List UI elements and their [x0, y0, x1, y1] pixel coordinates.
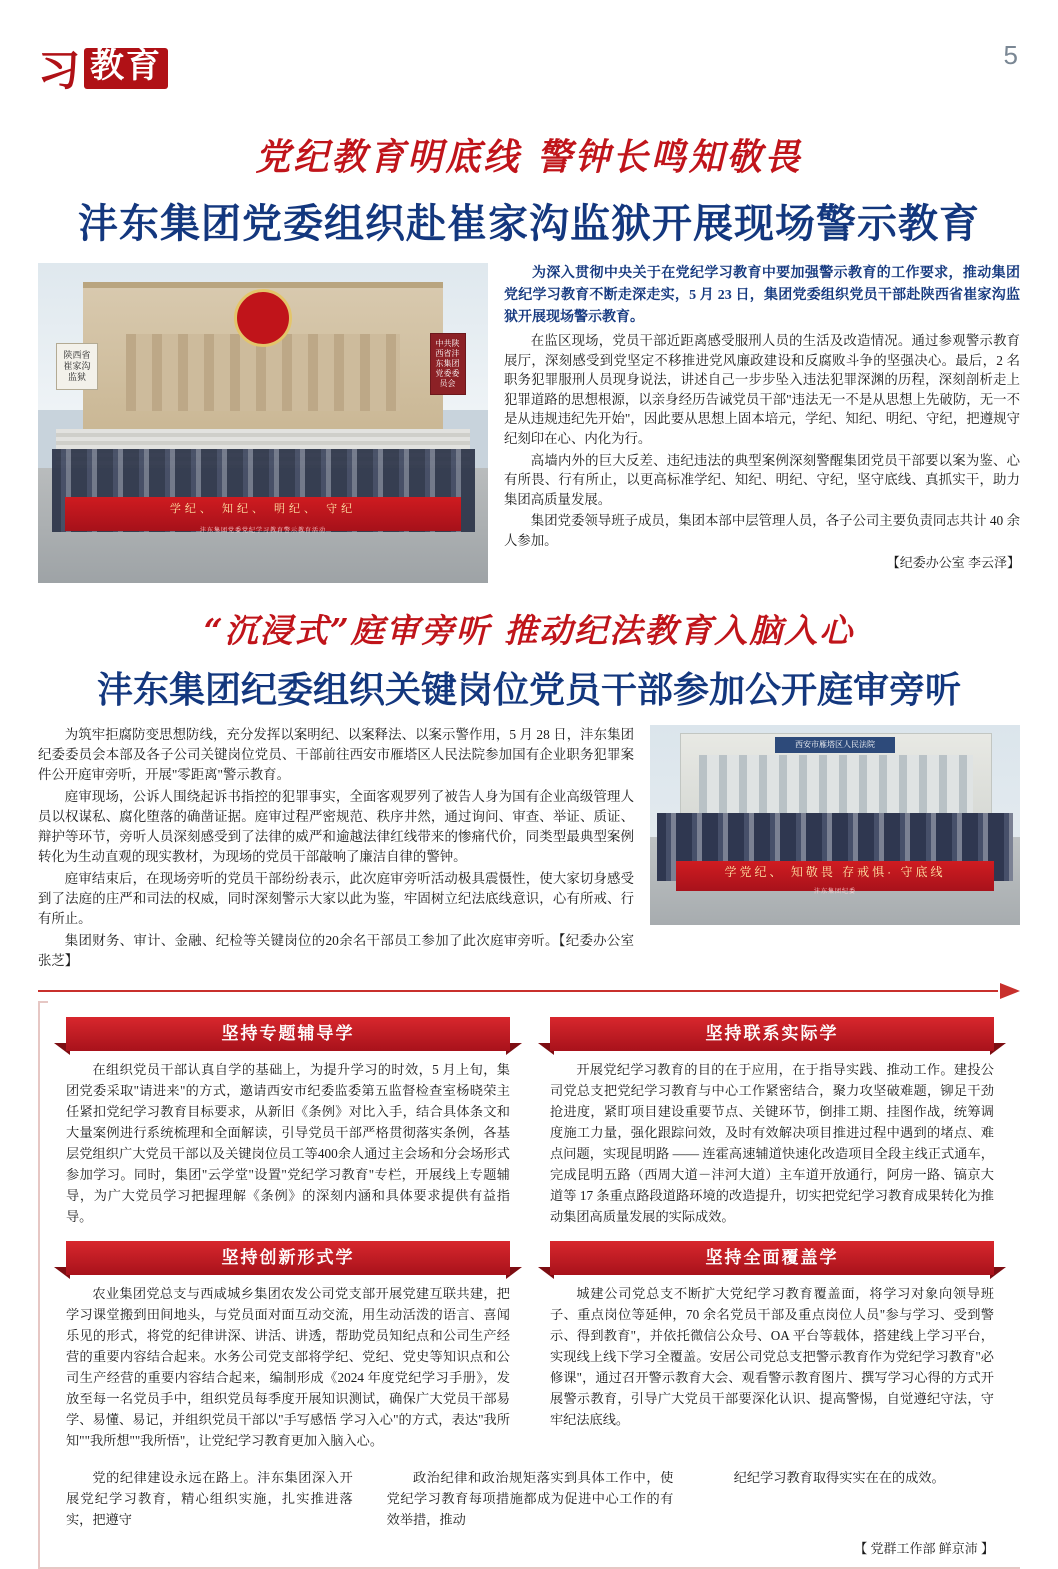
separator-arrow-icon: [1000, 983, 1020, 999]
national-emblem-icon: [234, 289, 292, 347]
box-heading: [66, 1017, 510, 1051]
box-paragraph: 城建公司党总支不断扩大党纪学习教育覆盖面，将学习对象向领导班子、重点岗位等延伸，70 余名党员干部及重点岗位人员"参与学习、受到警示、得到教育"，并依托微信公众号、OA 平台等载体，搭建线上学习平台，实现线上线下学习全覆盖。安居公司党总支把警示教育作为党纪学习教育"必修课"，通过召开警示教育大会、观看警示教育图片、撰写学习心得的方式开展警示教育，引导广大党员干部要深化认识、提高警惕，自觉遵纪守法，守牢纪法底线。: [550, 1286, 994, 1427]
box-paragraph: 农业集团党总支与西咸城乡集团农发公司党支部开展党建互联共建，把学习课堂搬到田间地头，与党员面对面互动交流，用生动活泼的语言、喜闻乐见的形式，将党的纪律讲深、讲活、讲透，帮助党员知纪点和公司生产经营的重要内容结合起来。水务公司党支部将学纪、党纪、党史等知识点和公司生产经营的重要内容结合起来，编制形成《2024 年度党纪学习手册》，发放至每一名党员手中，组织党员每季度开展知识测试，确保广大党员干部易学、易懂、易记，并组织党员干部以"手写感悟 学习入心"的方式，表达"我所知""我所想""我所悟"，让党纪学习教育更加入脑入心。: [66, 1286, 510, 1448]
box-paragraph: 在组织党员干部认真自学的基础上，为提升学习的时效，5 月上旬，集团党委采取"请进来"的方式，邀请西安市纪委监委第五监督检查室杨晓荣主任紧扣党纪学习教育目标要求，从新旧《条例》对比入手，结合具体条文和大量案例进行系统梳理和全面解读，引导党员干部严格贯彻落实条例，各基层党组织广大党员干部以及关键岗位员工等400余人通过主会场和分会场形式参加学习。同时，集团"云学堂"设置"党纪学习教育"专栏，开展线上专题辅导，为广大党员学习把握理解《条例》的深刻内涵和具体要求提供有益指导。: [66, 1062, 510, 1224]
article2-paragraph: 为筑牢拒腐防变思想防线，充分发挥以案明纪、以案释法、以案示警作用，5 月 28 日，沣东集团纪委委员会本部及各子公司关键岗位党员、干部前往西安市雁塔区人民法院参加国有企业职务犯罪案件公开庭审旁听，开展"零距离"警示教育。: [38, 727, 634, 782]
article2-text: [38, 725, 634, 973]
box-paragraph: 开展党纪学习教育的目的在于应用，在于指导实践、推动工作。建投公司党总支把党纪学习教育与中心工作紧密结合，聚力攻坚破难题，铆足干劲抢进度，紧盯项目建设重要节点、关键环节，倒排工期、挂图作战，统筹调度施工力量，强化跟踪问效，及时有效解决项目推进过程中遇到的堵点、难点问题，实现昆明路 —— 连霍高速辅道快速化改造项目全段主线正式通车，完成昆明五路（西周大道－沣河大道）主车道开放通行，阿房一路、镐京大道等 17 条重点路段道路环境的改造提升，切实把党纪学习教育成果转化为推动集团高质量发展的实际成效。: [550, 1062, 994, 1224]
logo-character: 习: [38, 49, 81, 95]
article1-byline: 【纪委办公室 李云泽】: [886, 554, 1020, 570]
bottom-box: [66, 1017, 510, 1227]
box-heading-text: 坚持联系实际学: [550, 1017, 994, 1051]
article1-paragraph: 集团党委领导班子成员，集团本部中层管理人员，各子公司主要负责同志共计 40 余人参加。: [504, 513, 1020, 548]
separator-line: [38, 990, 998, 992]
box-body: [66, 1283, 510, 1451]
photo-sign-right: 中共陕西省沣东集团党委委员会: [430, 333, 466, 395]
bottom-section: [38, 1003, 1020, 1569]
bottom-box-grid: [40, 1017, 1020, 1451]
photo2-banner: [676, 861, 994, 895]
photo-banner-subtext: 沣东集团党委党纪学习教育警示教育活动: [199, 527, 326, 534]
article2-paragraph: 庭审结束后，在现场旁听的党员干部纷纷表示，此次庭审旁听活动极具震慑性，使大家切身感受到了法庭的庄严和司法的权威，同时深刻警示大家以此为鉴，牢固树立纪法底线意识，心有所戒、行有所止。: [38, 871, 634, 926]
section-separator: [38, 981, 1020, 1001]
article2-paragraph: 庭审现场，公诉人围绕起诉书指控的犯罪事实，全面客观罗列了被告人身为国有企业高级管理人员以权谋私、腐化堕落的确凿证据。庭审过程严密规范、秩序井然，通过询问、审查、举证、质证、辩护等环节，旁听人员深刻感受到了法律的威严和逾越法律红线带来的惨痛代价，同类型最典型案例转化为生动直观的现实教材，为现场的党员干部敲响了廉洁自律的警钟。: [38, 789, 634, 864]
closing-columns: [40, 1451, 1020, 1536]
article1-paragraph: 高墙内外的巨大反差、违纪违法的典型案例深刻警醒集团党员干部要以案为鉴、心有所畏、行有所止，以更高标准学纪、知纪、明纪、守纪，坚守底线、真抓实干，助力集团高质量发展。: [504, 452, 1020, 507]
box-heading-text: 坚持专题辅导学: [66, 1017, 510, 1051]
masthead: [38, 0, 1020, 106]
court-visit-photo: [650, 725, 1020, 925]
box-heading: [550, 1017, 994, 1051]
box-heading-text: 坚持创新形式学: [66, 1241, 510, 1275]
closing-column: 纪纪学习教育取得实实在在的成效。: [733, 1470, 945, 1485]
publication-logo: [38, 38, 168, 98]
photo-sign-left: 陕西省崔家沟监狱: [56, 343, 98, 390]
article1-headline: 沣东集团党委组织赴崔家沟监狱开展现场警示教育: [78, 202, 980, 246]
photo-banner: [65, 497, 461, 534]
article1-lead: 为深入贯彻中央关于在党纪学习教育中要加强警示教育的工作要求，推动集团党纪学习教育不断走深走实，5 月 23 日，集团党委组织党员干部赴陕西省崔家沟监狱开展现场警示教育。: [504, 266, 1020, 325]
page-number: 5: [1003, 40, 1018, 70]
article-prison-visit: [38, 130, 1020, 583]
article-court-hearing: [38, 605, 1020, 973]
box-heading-text: 坚持全面覆盖学: [550, 1241, 994, 1275]
box-body: [550, 1059, 994, 1227]
box-heading: [550, 1241, 994, 1275]
logo-stamp: 教育: [84, 48, 168, 89]
box-body: [66, 1059, 510, 1227]
photo2-banner-subtext: 沣东集团纪委: [813, 889, 856, 895]
article2-kicker: “沉浸式”庭审旁听 推动纪法教育入脑入心: [203, 611, 855, 650]
bottom-box: [550, 1241, 994, 1451]
photo-banner-text: 学纪、 知纪、 明纪、 守纪: [169, 502, 357, 515]
article2-paragraph: 集团财务、审计、金融、纪检等关键岗位的20余名干部员工参加了此次庭审旁听。【纪委办公室 张芝】: [38, 933, 634, 968]
box-body: [550, 1283, 994, 1430]
article1-text: [504, 263, 1020, 583]
closing-column: 党的纪律建设永远在路上。沣东集团深入开展党纪学习教育，精心组织实施，扎实推进落实，把遵守: [66, 1470, 353, 1527]
article1-kicker: 党纪教育明底线 警钟长鸣知敬畏: [255, 136, 803, 180]
photo2-banner-text: 学党纪、 知敬畏 存戒惧· 守底线: [724, 865, 946, 879]
article1-paragraph: 在监区现场，党员干部近距离感受服刑人员的生活及改造情况。通过参观警示教育展厅，深刻感受到党坚定不移推进党风廉政建设和反腐败斗争的坚强决心。最后，2 名职务犯罪服刑人员现身说法，讲述自己一步步坠入违法犯罪深渊的历程，深刻剖析走上犯罪道路的思想根源，以亲身经历告诫党员干部"违法无一不是从思想上先破防，无一不是从违规违纪先开始"，因此要从思想上固本培元，学纪、知纪、明纪、守纪，把遵规守纪刻印在心、内化为行。: [504, 333, 1020, 446]
box-heading: [66, 1241, 510, 1275]
article2-headline: 沣东集团纪委组织关键岗位党员干部参加公开庭审旁听: [96, 669, 961, 710]
prison-visit-photo: [38, 263, 488, 583]
bottom-box: [550, 1017, 994, 1227]
bottom-box: [66, 1241, 510, 1451]
final-byline: 【 党群工作部 鲜京沛 】: [854, 1541, 994, 1556]
photo2-court-plate: 西安市雁塔区人民法院: [775, 737, 895, 753]
closing-column: 政治纪律和政治规矩落实到具体工作中，使党纪学习教育每项措施都成为促进中心工作的有效举措，推动: [386, 1470, 674, 1527]
